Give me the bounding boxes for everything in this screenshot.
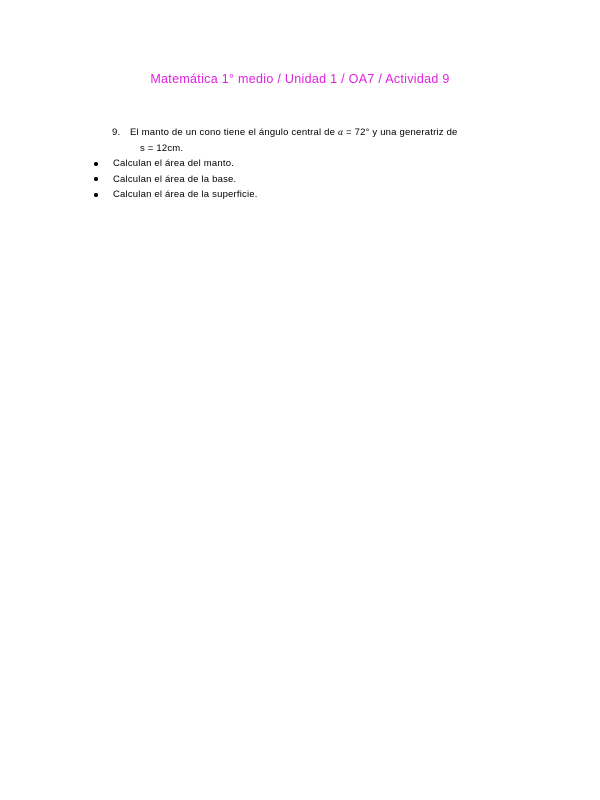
list-item (92, 156, 258, 172)
problem-text-part-2: = 72° y una generatriz de (343, 127, 458, 138)
list-item (92, 187, 258, 203)
problem-line-2: s = 12cm. (140, 143, 184, 154)
problem-number: 9. (112, 127, 121, 138)
problem-text-part-1: El manto de un cono tiene el ángulo central de (130, 127, 338, 138)
bullet-icon (94, 177, 98, 181)
task-text: Calculan el área del manto. (113, 158, 235, 169)
angle-symbol: α (337, 128, 344, 138)
task-list (92, 156, 258, 203)
page-title: Matemática 1° medio / Unidad 1 / OA7 / Actividad 9 (150, 72, 450, 86)
problem-line-1 (112, 125, 532, 141)
bullet-icon (94, 193, 98, 197)
bullet-icon (94, 162, 98, 166)
task-text: Calculan el área de la superficie. (113, 189, 258, 200)
problem-statement (112, 125, 532, 157)
task-text: Calculan el área de la base. (113, 173, 237, 185)
list-item (92, 172, 258, 188)
